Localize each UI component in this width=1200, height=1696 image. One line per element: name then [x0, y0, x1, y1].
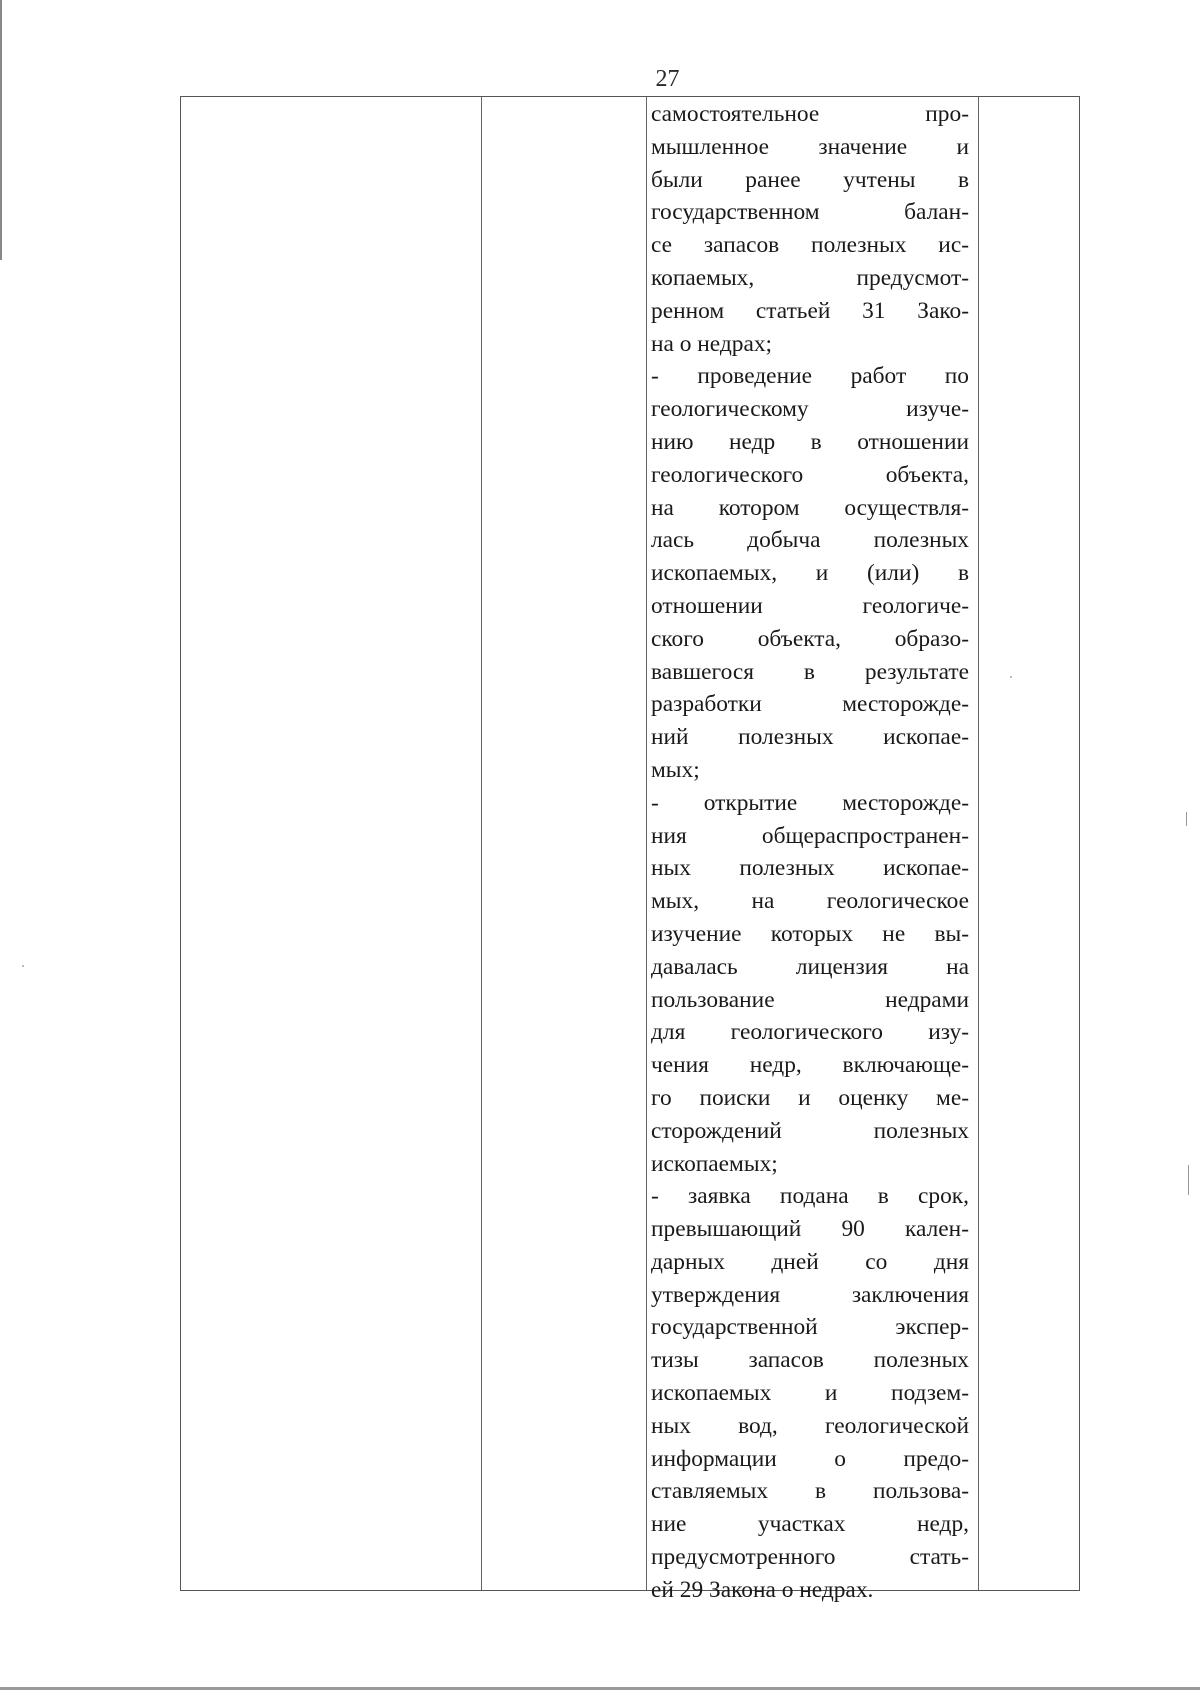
scan-mark-right-1 — [1186, 812, 1187, 826]
text-line: ей 29 Закона о недрах. — [651, 1576, 874, 1603]
scan-bottom-edge — [0, 1687, 1200, 1690]
text-line: копаемых, предусмот- — [651, 264, 969, 291]
text-line: на котором осуществля- — [651, 494, 969, 521]
text-line: геологического объекта, — [651, 461, 969, 488]
text-line: ных полезных ископае- — [651, 855, 969, 882]
text-line: отношении геологиче- — [651, 592, 969, 619]
text-line: на о недрах; — [651, 330, 773, 357]
text-line: для геологического изу- — [651, 1019, 969, 1046]
text-line: лась добыча полезных — [651, 527, 969, 554]
column-divider-left — [481, 97, 482, 1590]
text-line: се запасов полезных ис- — [651, 232, 969, 259]
text-line: давалась лицензия на — [651, 953, 969, 980]
text-line: го поиски и оценку ме- — [651, 1084, 969, 1111]
text-line: ний полезных ископае- — [651, 724, 969, 751]
text-line: вавшегося в результате — [651, 658, 969, 685]
text-line: чения недр, включающе- — [651, 1052, 969, 1079]
text-line: ископаемых и подзем- — [651, 1380, 969, 1407]
text-line: дарных дней со дня — [651, 1248, 969, 1275]
text-line: пользование недрами — [651, 986, 969, 1013]
text-line: ископаемых, и (или) в — [651, 560, 969, 587]
text-line: мых; — [651, 756, 700, 783]
text-line: превышающий 90 кален- — [651, 1216, 969, 1243]
text-line: ние участках недр, — [651, 1511, 969, 1538]
text-line: ных вод, геологической — [651, 1412, 969, 1439]
text-line: самостоятельное про- — [651, 101, 969, 127]
text-line: предусмотренного стать- — [651, 1544, 969, 1571]
scan-dot-1 — [22, 965, 24, 967]
middle-column-text — [651, 97, 969, 1603]
text-line: - заявка подана в срок, — [651, 1183, 969, 1210]
text-line: нию недр в отношении — [651, 428, 969, 455]
text-line: изучение которых не вы- — [651, 920, 969, 947]
text-line: тизы запасов полезных — [651, 1347, 969, 1374]
text-line: геологическому изуче- — [651, 396, 969, 423]
text-line: мых, на геологическое — [651, 888, 969, 915]
text-line: мышленное значение и — [651, 133, 969, 160]
text-line: ренном статьей 31 Зако- — [651, 297, 969, 324]
text-line: сторождений полезных — [651, 1117, 969, 1144]
column-divider-middle — [646, 97, 647, 1590]
scan-mark-right-2 — [1188, 1165, 1189, 1195]
text-line: государственной экспер- — [651, 1314, 969, 1341]
text-line: ния общераспространен- — [651, 822, 969, 849]
scan-left-edge — [0, 0, 2, 260]
page-number: 27 — [655, 66, 680, 92]
text-line: утверждения заключения — [651, 1281, 969, 1308]
column-divider-right — [978, 97, 979, 1590]
text-line: - открытие месторожде- — [651, 789, 969, 816]
text-line: разработки месторожде- — [651, 691, 969, 718]
document-table — [180, 96, 1080, 1603]
text-line: - проведение работ по — [651, 363, 969, 390]
text-line: информации о предо- — [651, 1445, 969, 1472]
text-line: ископаемых; — [651, 1150, 778, 1177]
text-line: государственном балан- — [651, 199, 969, 226]
text-line: были ранее учтены в — [651, 166, 969, 193]
text-line: ского объекта, образо- — [651, 625, 969, 652]
text-line: ставляемых в пользова- — [651, 1478, 969, 1505]
